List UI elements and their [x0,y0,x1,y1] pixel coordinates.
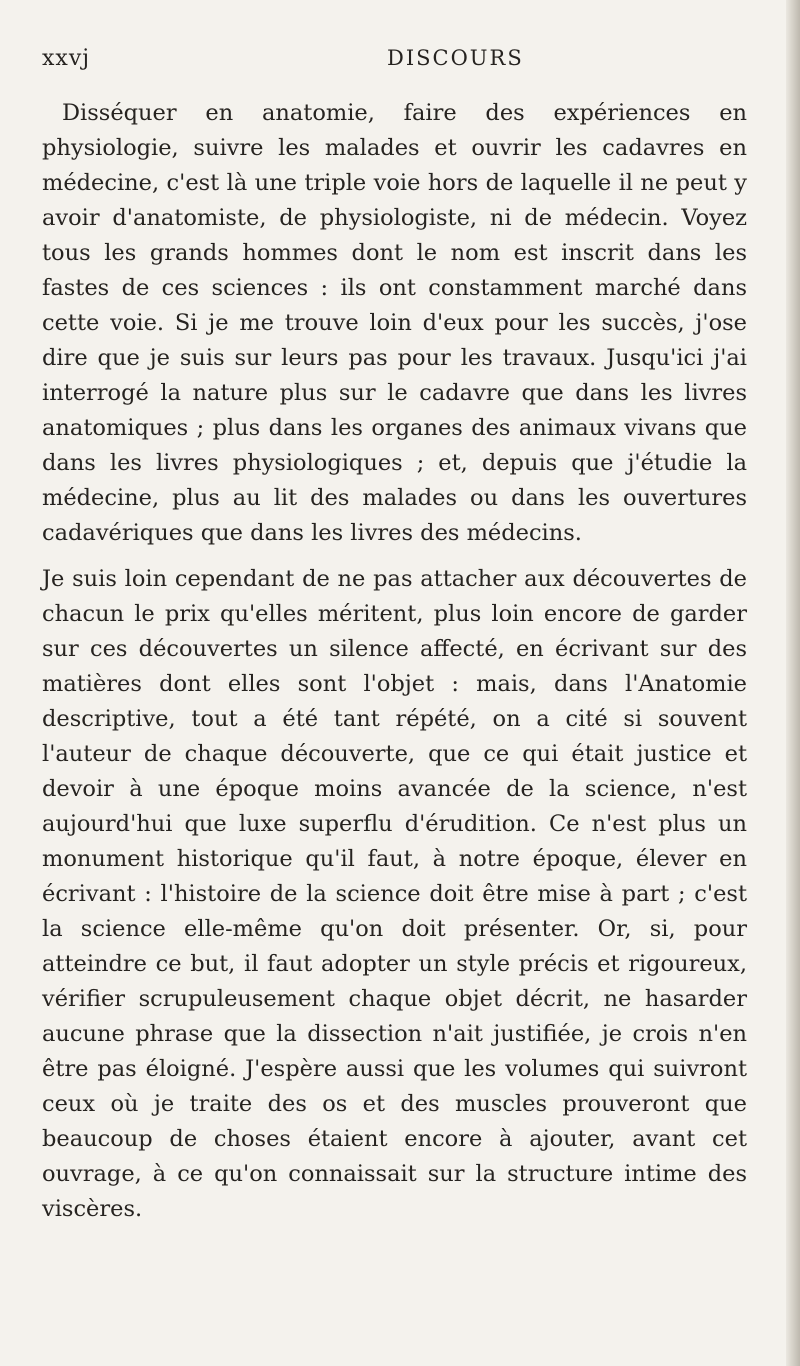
paragraph-1: Disséquer en anatomie, faire des expériences en physiologie, suivre les malades et ouvrir les cadavres en médecine, c'est là une triple voie hors de laquelle il ne peut y avoir d'anatomiste, de physiologiste, ni de médecin. Voyez tous les grands hommes dont le nom est inscrit dans les fastes de ces sciences : ils ont constamment marché dans cette voie. Si je me trouve loin d'eux pour les succès, j'ose dire que je suis sur leurs pas pour les travaux. Jusqu'ici j'ai interrogé la nature plus sur le cadavre que dans les livres anatomiques ; plus dans les organes des animaux vivans que dans les livres physiologiques ; et, depuis que j'étudie la médecine, plus au lit des malades ou dans les ouvertures cadavériques que dans les livres des médecins. [42,100,747,546]
running-title: DISCOURS [387,46,524,70]
page-number: xxvj [42,46,91,71]
page-header [42,46,742,86]
body-text [42,96,747,1227]
page-edge [786,0,800,1366]
paragraph-2: Je suis loin cependant de ne pas attacher aux découvertes de chacun le prix qu'elles méritent, plus loin encore de garder sur ces découvertes un silence affecté, en écrivant sur des matières dont elles sont l'objet : mais, dans l'Anatomie descriptive, tout a été tant répété, on a cité si souvent l'auteur de chaque découverte, que ce qui était justice et devoir à une époque moins avancée de la science, n'est aujourd'hui que luxe superflu d'érudition. Ce n'est plus un monument historique qu'il faut, à notre époque, élever en écrivant : l'histoire de la science doit être mise à part ; c'est la science elle-même qu'on doit présenter. Or, si, pour atteindre ce but, il faut adopter un style précis et rigoureux, vérifier scrupuleusement chaque objet décrit, ne hasarder aucune phrase que la dissection n'ait justifiée, je crois n'en être pas éloigné. J'espère aussi que les volumes qui suivront ceux où je traite des os et des muscles prouveront que beaucoup de choses étaient encore à ajouter, avant cet ouvrage, à ce qu'on connaissait sur la structure intime des viscères. [42,566,747,1222]
